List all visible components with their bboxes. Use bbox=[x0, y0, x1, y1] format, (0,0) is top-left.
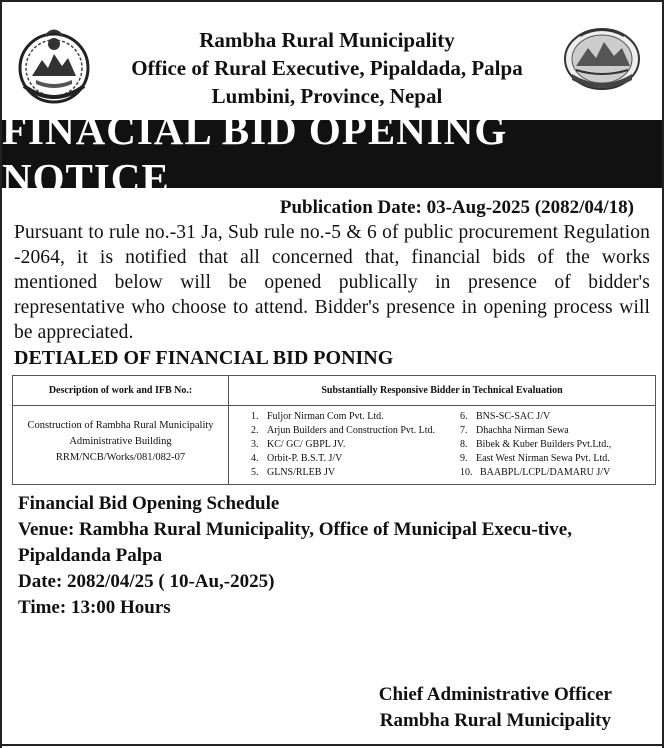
list-item: 3. KC/ GC/ GBPL JV. bbox=[251, 439, 346, 450]
schedule-venue: Venue: Rambha Rural Municipality, Office of Municipal Execu-tive, Pipaldanda Palpa bbox=[18, 519, 572, 566]
list-item: 4. Orbit-P. B.S.T. J/V bbox=[251, 453, 343, 464]
list-item: 8. Bibek & Kuber Builders Pvt.Ltd., bbox=[460, 439, 612, 450]
work-description: Construction of Rambha Rural Municipality Administrative Building bbox=[27, 420, 214, 447]
list-item: 1. Fuljor Nirman Com Pvt. Ltd. bbox=[251, 411, 384, 422]
schedule-date: Date: 2082/04/25 ( 10-Au,-2025) bbox=[18, 571, 275, 592]
notice-header bbox=[2, 2, 662, 120]
schedule-time: Time: 13:00 Hours bbox=[18, 597, 171, 618]
office-name: Office of Rural Executive, Pipaldada, Palpa bbox=[131, 56, 523, 80]
list-item: 5. GLNS/RLEB JV bbox=[251, 467, 336, 478]
signature-block bbox=[379, 682, 612, 734]
schedule-block bbox=[2, 485, 662, 621]
bottom-divider bbox=[2, 744, 662, 746]
intro-paragraph: Pursuant to rule no.-31 Ja, Sub rule no.-5 & 6 of public procurement Regulation -2064, it is notified that all concerned that, financial bids of the works mentioned below will be opened publically in presence of bidder's representative who choose to attend. Bidder's presence in opening process will be appreciated. bbox=[14, 222, 650, 343]
list-item: 9. East West Nirman Sewa Pvt. Ltd. bbox=[460, 453, 610, 464]
publication-date: Publication Date: 03-Aug-2025 (2082/04/18) bbox=[279, 197, 634, 218]
bidders-list-left bbox=[235, 410, 440, 480]
ifb-number: RRM/NCB/Works/081/082-07 bbox=[55, 452, 186, 463]
header-title-block bbox=[102, 26, 552, 110]
work-description-cell bbox=[13, 406, 229, 485]
notice-title-banner bbox=[2, 107, 662, 201]
list-item: 6. BNS-SC-SAC J/V bbox=[460, 411, 551, 422]
nepal-government-emblem-icon bbox=[16, 26, 92, 106]
schedule-title: Financial Bid Opening Schedule bbox=[18, 493, 280, 514]
column-header-work: Description of work and IFB No.: bbox=[13, 376, 229, 406]
section-title: DETIALED OF FINANCIAL BID PONING bbox=[14, 347, 394, 369]
table-row bbox=[13, 406, 656, 485]
table-header-row bbox=[13, 376, 656, 406]
list-item: 2. Arjun Builders and Construction Pvt. Ltd. bbox=[251, 425, 436, 436]
rambha-municipality-logo-icon bbox=[562, 26, 642, 92]
municipality-name: Rambha Rural Municipality bbox=[199, 28, 455, 52]
signatory-title: Chief Administrative Officer bbox=[378, 684, 612, 705]
notice-title: FINACIAL BID OPENING NOTICE bbox=[2, 107, 508, 201]
signatory-office: Rambha Rural Municipality bbox=[379, 710, 611, 731]
column-header-bidders: Substantially Responsive Bidder in Technical Evaluation bbox=[229, 376, 656, 406]
province-name: Lumbini, Province, Nepal bbox=[211, 84, 443, 108]
bidders-list-right bbox=[440, 410, 649, 480]
bidders-cell bbox=[229, 406, 656, 485]
list-item: 10. BAABPL/LCPL/DAMARU J/V bbox=[460, 467, 611, 478]
bid-table bbox=[12, 375, 656, 485]
list-item: 7. Dhachha Nirman Sewa bbox=[460, 425, 569, 436]
